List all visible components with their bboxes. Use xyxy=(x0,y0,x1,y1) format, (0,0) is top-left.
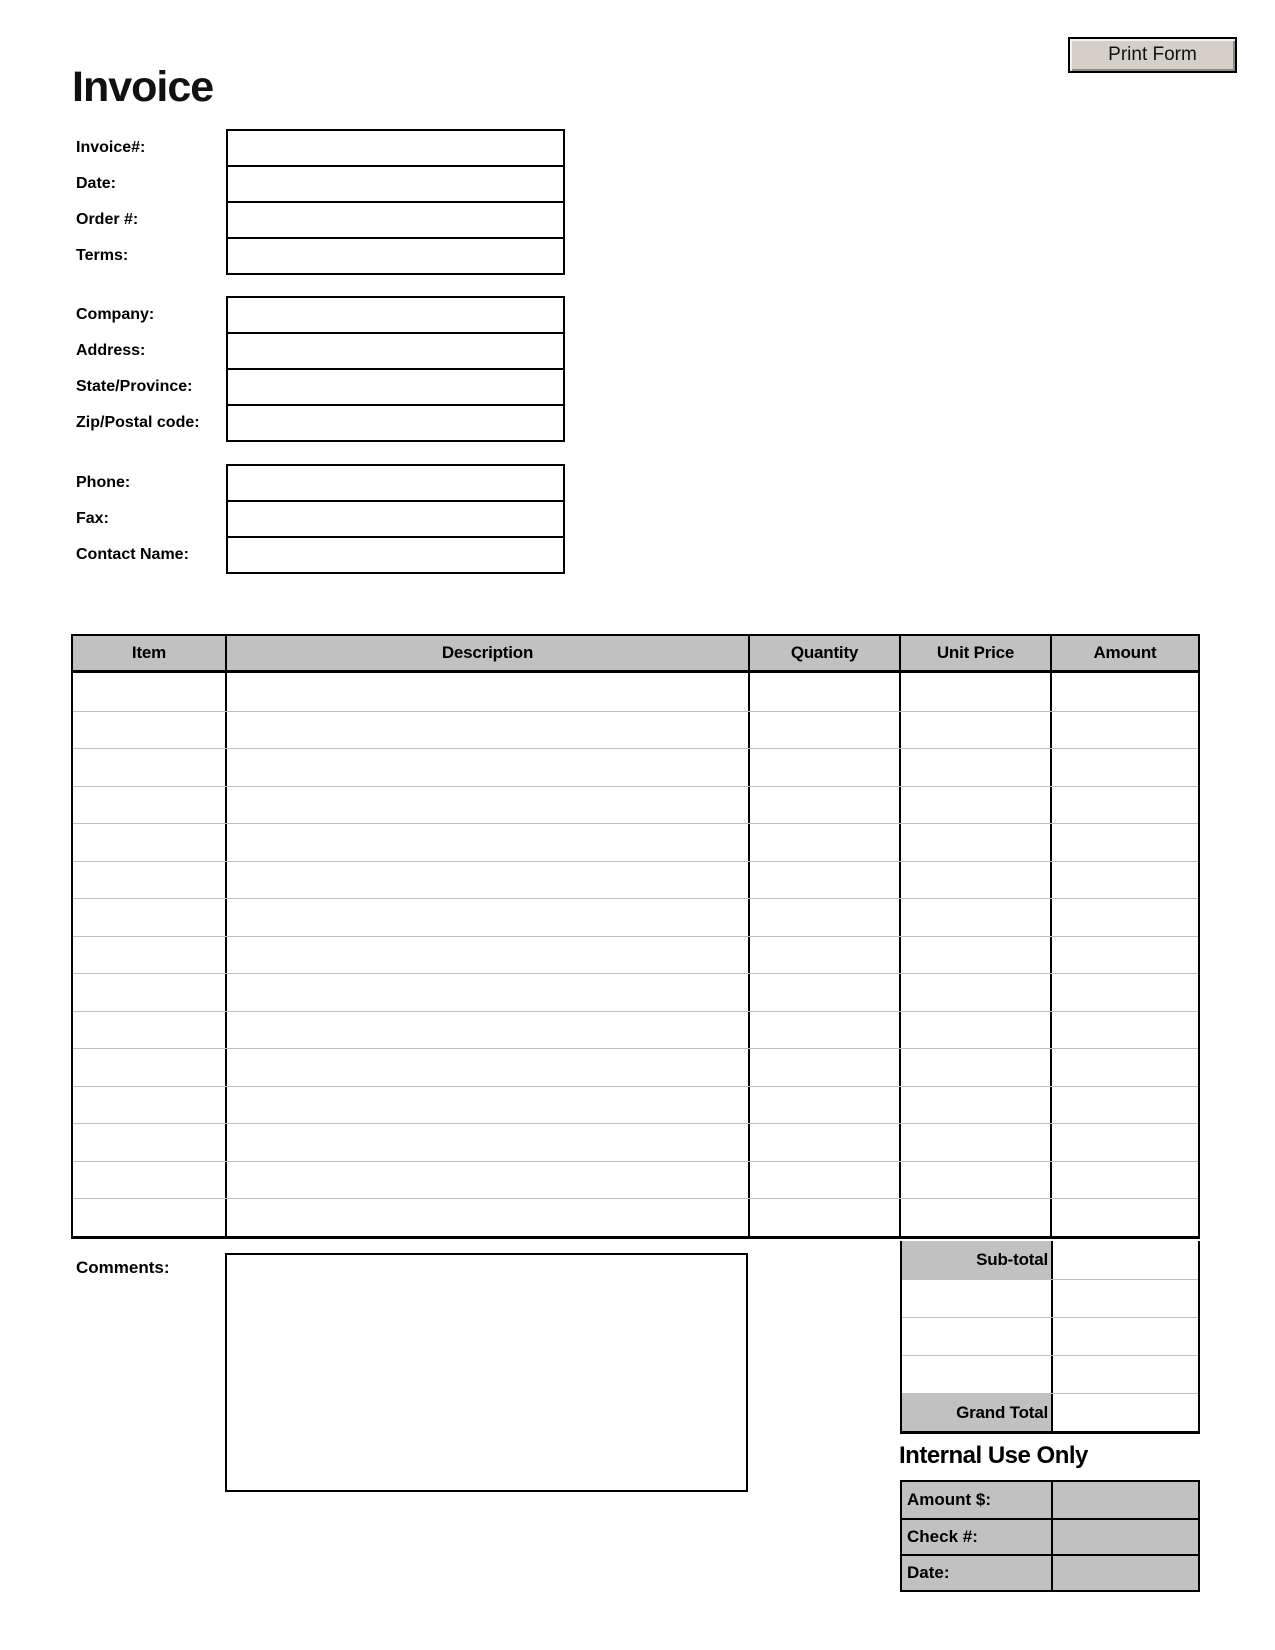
description-cell[interactable] xyxy=(225,1124,748,1161)
amount-cell[interactable] xyxy=(1050,712,1198,749)
column-header-amount: Amount xyxy=(1050,636,1198,670)
quantity-cell[interactable] xyxy=(748,1012,899,1049)
quantity-cell[interactable] xyxy=(748,673,899,711)
description-cell[interactable] xyxy=(225,749,748,786)
amount-cell[interactable] xyxy=(1050,974,1198,1011)
amount-cell[interactable] xyxy=(1050,673,1198,711)
quantity-cell[interactable] xyxy=(748,1049,899,1086)
quantity-cell[interactable] xyxy=(748,1124,899,1161)
description-cell[interactable] xyxy=(225,899,748,936)
field-row-address xyxy=(76,332,565,370)
unit-price-cell[interactable] xyxy=(899,787,1050,824)
internal-amount-row xyxy=(902,1482,1198,1518)
unit-price-cell[interactable] xyxy=(899,1162,1050,1199)
internal-date-value-cell[interactable] xyxy=(1053,1556,1198,1590)
field-label-address: Address: xyxy=(76,342,146,359)
field-row-contact-name xyxy=(76,536,565,574)
description-cell[interactable] xyxy=(225,974,748,1011)
summary-blank-row xyxy=(902,1279,1198,1317)
quantity-cell[interactable] xyxy=(748,824,899,861)
zip-postal-code-input[interactable] xyxy=(226,404,565,442)
print-form-button[interactable]: Print Form xyxy=(1068,37,1237,73)
item-cell[interactable] xyxy=(73,787,225,824)
quantity-cell[interactable] xyxy=(748,712,899,749)
description-cell[interactable] xyxy=(225,1087,748,1124)
subtotal-label-cell: Sub-total xyxy=(902,1241,1053,1279)
description-cell[interactable] xyxy=(225,1162,748,1199)
field-label-date: Date: xyxy=(76,175,117,192)
amount-cell[interactable] xyxy=(1050,1049,1198,1086)
item-cell[interactable] xyxy=(73,1049,225,1086)
internal-amount-label: Amount $: xyxy=(902,1482,1053,1518)
item-cell[interactable] xyxy=(73,862,225,899)
column-header-item: Item xyxy=(131,643,167,662)
field-row-order-number xyxy=(76,201,565,239)
summary-blank-value-cell[interactable] xyxy=(1053,1356,1198,1393)
description-cell[interactable] xyxy=(225,673,748,711)
comments-label: Comments: xyxy=(76,1258,170,1277)
unit-price-cell[interactable] xyxy=(899,1124,1050,1161)
unit-price-cell[interactable] xyxy=(899,1087,1050,1124)
field-label-invoice-number: Invoice#: xyxy=(76,139,146,156)
item-cell[interactable] xyxy=(73,824,225,861)
unit-price-cell[interactable] xyxy=(899,1199,1050,1236)
internal-date-label: Date: xyxy=(902,1556,1053,1590)
item-cell[interactable] xyxy=(73,937,225,974)
amount-cell[interactable] xyxy=(1050,824,1198,861)
internal-use-heading: Internal Use Only xyxy=(899,1442,1088,1469)
unit-price-cell[interactable] xyxy=(899,1012,1050,1049)
items-table-row xyxy=(73,1048,1198,1086)
amount-cell[interactable] xyxy=(1050,1162,1198,1199)
subtotal-row xyxy=(902,1241,1198,1279)
grand-total-value-cell[interactable] xyxy=(1053,1394,1198,1431)
amount-cell[interactable] xyxy=(1050,937,1198,974)
field-label-contact-name: Contact Name: xyxy=(76,546,189,563)
column-header-unit-price: Unit Price xyxy=(899,636,1050,670)
summary-blank-value-cell[interactable] xyxy=(1053,1318,1198,1355)
amount-cell[interactable] xyxy=(1050,899,1198,936)
unit-price-cell[interactable] xyxy=(899,937,1050,974)
amount-cell[interactable] xyxy=(1050,1199,1198,1236)
unit-price-cell[interactable] xyxy=(899,749,1050,786)
item-cell[interactable] xyxy=(73,1012,225,1049)
field-row-state-province xyxy=(76,368,565,406)
unit-price-cell[interactable] xyxy=(899,712,1050,749)
address-input[interactable] xyxy=(226,332,565,370)
items-table-row xyxy=(73,973,1198,1011)
description-cell[interactable] xyxy=(225,787,748,824)
quantity-cell[interactable] xyxy=(748,862,899,899)
items-table-row xyxy=(73,748,1198,786)
quantity-cell[interactable] xyxy=(748,974,899,1011)
amount-cell[interactable] xyxy=(1050,1087,1198,1124)
item-cell[interactable] xyxy=(73,1162,225,1199)
order-number-input[interactable] xyxy=(226,201,565,239)
items-table-row xyxy=(73,861,1198,899)
comments-box[interactable] xyxy=(225,1253,748,1492)
description-cell[interactable] xyxy=(225,937,748,974)
terms-input[interactable] xyxy=(226,237,565,275)
field-label-state-province: State/Province: xyxy=(76,378,193,395)
items-table-row xyxy=(73,1011,1198,1049)
item-cell[interactable] xyxy=(73,1124,225,1161)
field-group-company-info xyxy=(76,296,565,442)
description-cell[interactable] xyxy=(225,824,748,861)
description-cell[interactable] xyxy=(225,1049,748,1086)
summary-blank-label-cell xyxy=(902,1280,1053,1317)
summary-blank-label-cell xyxy=(902,1356,1053,1393)
unit-price-cell[interactable] xyxy=(899,824,1050,861)
field-row-company xyxy=(76,296,565,334)
field-row-fax xyxy=(76,500,565,538)
field-row-phone xyxy=(76,464,565,502)
quantity-cell[interactable] xyxy=(748,749,899,786)
quantity-cell[interactable] xyxy=(748,787,899,824)
description-cell[interactable] xyxy=(225,1199,748,1236)
unit-price-cell[interactable] xyxy=(899,673,1050,711)
date-input[interactable] xyxy=(226,165,565,203)
description-cell[interactable] xyxy=(225,1012,748,1049)
field-label-company: Company: xyxy=(76,306,155,323)
description-cell[interactable] xyxy=(225,712,748,749)
item-cell[interactable] xyxy=(73,899,225,936)
amount-cell[interactable] xyxy=(1050,1124,1198,1161)
contact-name-input[interactable] xyxy=(226,536,565,574)
state-province-input[interactable] xyxy=(226,368,565,406)
items-table-row xyxy=(73,1161,1198,1199)
items-table-row xyxy=(73,898,1198,936)
field-group-invoice-info xyxy=(76,129,565,275)
quantity-cell[interactable] xyxy=(748,1162,899,1199)
internal-check-number-row xyxy=(902,1518,1198,1554)
column-header-quantity: Quantity xyxy=(748,636,899,670)
items-table-row xyxy=(73,711,1198,749)
items-table-row xyxy=(73,1123,1198,1161)
field-row-invoice-number xyxy=(76,129,565,167)
items-table-row xyxy=(73,673,1198,711)
quantity-cell[interactable] xyxy=(748,899,899,936)
company-input[interactable] xyxy=(226,296,565,334)
item-cell[interactable] xyxy=(73,1087,225,1124)
amount-cell[interactable] xyxy=(1050,1012,1198,1049)
unit-price-cell[interactable] xyxy=(899,899,1050,936)
description-cell[interactable] xyxy=(225,862,748,899)
items-table-row xyxy=(73,823,1198,861)
page-title: Invoice xyxy=(72,63,214,111)
item-cell[interactable] xyxy=(73,712,225,749)
amount-cell[interactable] xyxy=(1050,749,1198,786)
field-label-zip-postal-code: Zip/Postal code: xyxy=(76,414,200,431)
quantity-cell[interactable] xyxy=(748,937,899,974)
amount-cell[interactable] xyxy=(1050,787,1198,824)
internal-check-number-value-cell[interactable] xyxy=(1053,1520,1198,1554)
internal-date-row xyxy=(902,1554,1198,1590)
field-row-terms xyxy=(76,237,565,275)
invoice-number-input[interactable] xyxy=(226,129,565,167)
items-table-row xyxy=(73,1198,1198,1236)
quantity-cell[interactable] xyxy=(748,1199,899,1236)
items-table xyxy=(71,634,1200,1239)
subtotal-value-cell[interactable] xyxy=(1053,1241,1198,1279)
summary-table xyxy=(900,1241,1200,1434)
field-label-order-number: Order #: xyxy=(76,211,139,228)
field-label-fax: Fax: xyxy=(76,510,109,527)
amount-cell[interactable] xyxy=(1050,862,1198,899)
grand-total-row xyxy=(902,1393,1198,1431)
field-label-terms: Terms: xyxy=(76,247,129,264)
summary-blank-row xyxy=(902,1317,1198,1355)
item-cell[interactable] xyxy=(73,749,225,786)
unit-price-cell[interactable] xyxy=(899,974,1050,1011)
internal-amount-value-cell[interactable] xyxy=(1053,1482,1198,1518)
unit-price-cell[interactable] xyxy=(899,862,1050,899)
item-cell[interactable] xyxy=(73,673,225,711)
summary-blank-row xyxy=(902,1355,1198,1393)
summary-blank-label-cell xyxy=(902,1318,1053,1355)
summary-blank-value-cell[interactable] xyxy=(1053,1280,1198,1317)
column-header-description: Description xyxy=(225,636,748,670)
internal-check-number-label: Check #: xyxy=(902,1520,1053,1554)
item-cell[interactable] xyxy=(73,974,225,1011)
fax-input[interactable] xyxy=(226,500,565,538)
item-cell[interactable] xyxy=(73,1199,225,1236)
items-table-row xyxy=(73,936,1198,974)
field-row-zip-postal-code xyxy=(76,404,565,442)
internal-use-table xyxy=(900,1480,1200,1592)
phone-input[interactable] xyxy=(226,464,565,502)
field-row-date xyxy=(76,165,565,203)
items-table-body xyxy=(73,673,1198,1236)
field-label-phone: Phone: xyxy=(76,474,131,491)
quantity-cell[interactable] xyxy=(748,1087,899,1124)
items-table-header xyxy=(73,636,1198,673)
items-table-row xyxy=(73,1086,1198,1124)
items-table-row xyxy=(73,786,1198,824)
grand-total-label-cell: Grand Total xyxy=(902,1394,1053,1431)
unit-price-cell[interactable] xyxy=(899,1049,1050,1086)
field-group-contact-info xyxy=(76,464,565,574)
